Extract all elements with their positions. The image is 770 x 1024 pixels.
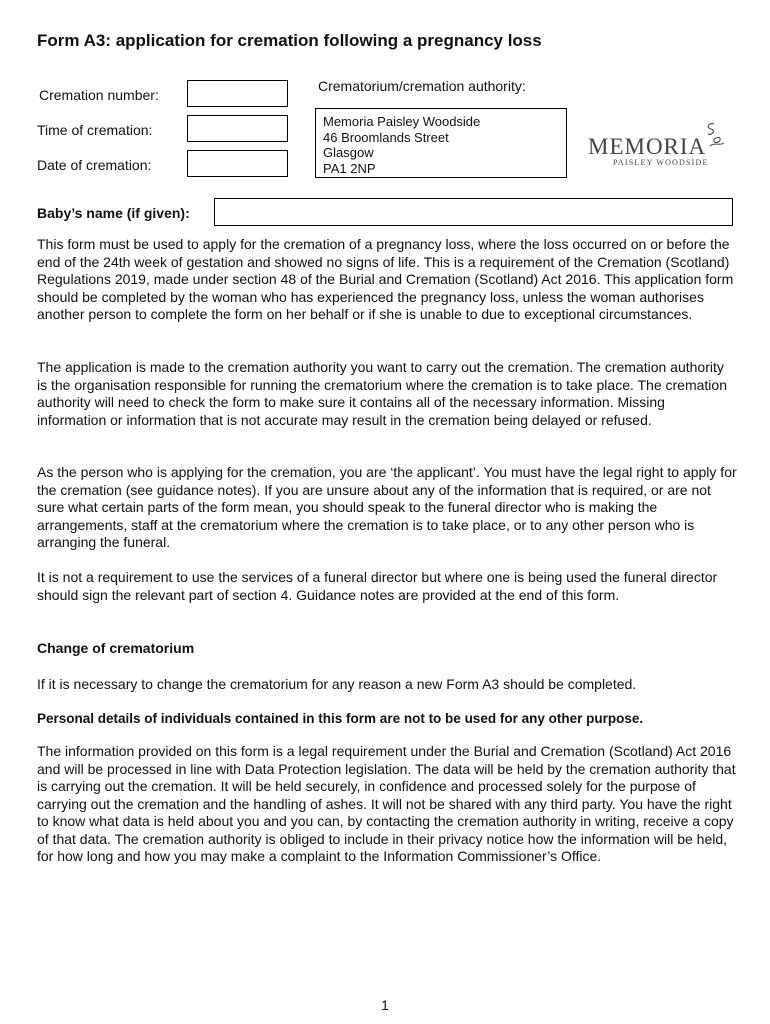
applicant-paragraph: As the person who is applying for the cremation, you are ‘the applicant’. You must have the legal right to apply for the cremation (see guidance notes). If you are unsure about any of the information that is required, or are not sure what certain parts of the form mean, you should speak to the funeral director who is making the arrangements, staff at the crematorium where the cremation is to take place, or to any other person who is arranging the funeral.	[37, 464, 737, 550]
personal-details-notice: Personal details of individuals contained in this form are not to be used for any other purpose.	[37, 711, 644, 726]
cremation-number-input[interactable]	[187, 80, 288, 107]
date-of-cremation-label: Date of cremation:	[37, 157, 152, 173]
data-protection-paragraph: The information provided on this form is a legal requirement under the Burial and Cremation (Scotland) Act 2016 and will be processed in line with Data Protection legislation. The data will be held by the cremation authority that is carrying out the cremation. It will be held securely, in confidence and processed solely for the purpose of carrying out the cremation and the handling of ashes. It will not be shared with any third party. You have the right to know what data is held about you and you can, by contacting the cremation authority in writing, receive a copy of that data. The cremation authority is obliged to include in their privacy notice how the information will be held, for how long and how you may make a complaint to the Information Commissioner’s Office.	[37, 743, 736, 864]
date-of-cremation-input[interactable]	[187, 150, 288, 177]
change-crematorium-paragraph: If it is necessary to change the crematorium for any reason a new Form A3 should be completed.	[37, 676, 637, 692]
time-of-cremation-label: Time of cremation:	[37, 122, 153, 138]
address-line-1: Memoria Paisley Woodside	[323, 114, 481, 129]
address-line-2: 46 Broomlands Street	[323, 129, 449, 145]
memoria-logo	[588, 120, 723, 170]
form-title: Form A3: application for cremation following a pregnancy loss	[37, 31, 542, 50]
babys-name-label: Baby’s name (if given):	[37, 205, 190, 221]
address-line-3: Glasgow	[323, 145, 374, 160]
logo-subtitle: PAISLEY WOODSIDE	[613, 158, 709, 167]
crematorium-label: Crematorium/cremation authority:	[318, 78, 526, 94]
intro-paragraph: This form must be used to apply for the cremation of a pregnancy loss, where the loss occurred on or before the end of the 24th week of gestation and showed no signs of life. This is a requirement of the Cremation (Scotland) Regulations 2019, made under section 48 of the Burial and Cremation (Scotland) Act 2016. This application form should be completed by the woman who has experienced the pregnancy loss, unless the woman authorises another person to complete the form on her behalf or if she is unable to due to exceptional circumstances.	[37, 236, 734, 322]
cremation-number-label: Cremation number:	[39, 87, 159, 103]
babys-name-input[interactable]	[214, 198, 733, 226]
time-of-cremation-input[interactable]	[187, 115, 288, 142]
address-line-4: PA1 2NP	[323, 160, 376, 176]
change-of-crematorium-heading: Change of crematorium	[37, 640, 195, 656]
crematorium-address-box	[315, 108, 567, 178]
page-number: 1	[381, 997, 389, 1013]
logo-word: MEMORIA	[588, 134, 707, 159]
application-paragraph: The application is made to the cremation authority you want to carry out the cremation. The cremation authority is the organisation responsible for running the crematorium where the cremation is to take place. The cremation authority will need to check the form to make sure it contains all of the necessary information. Missing information or information that is not accurate may result in the cremation being delayed or refused.	[37, 359, 727, 428]
funeral-director-paragraph: It is not a requirement to use the services of a funeral director but where one is being used the funeral director should sign the relevant part of section 4. Guidance notes are provided at the end of this form.	[37, 569, 718, 603]
